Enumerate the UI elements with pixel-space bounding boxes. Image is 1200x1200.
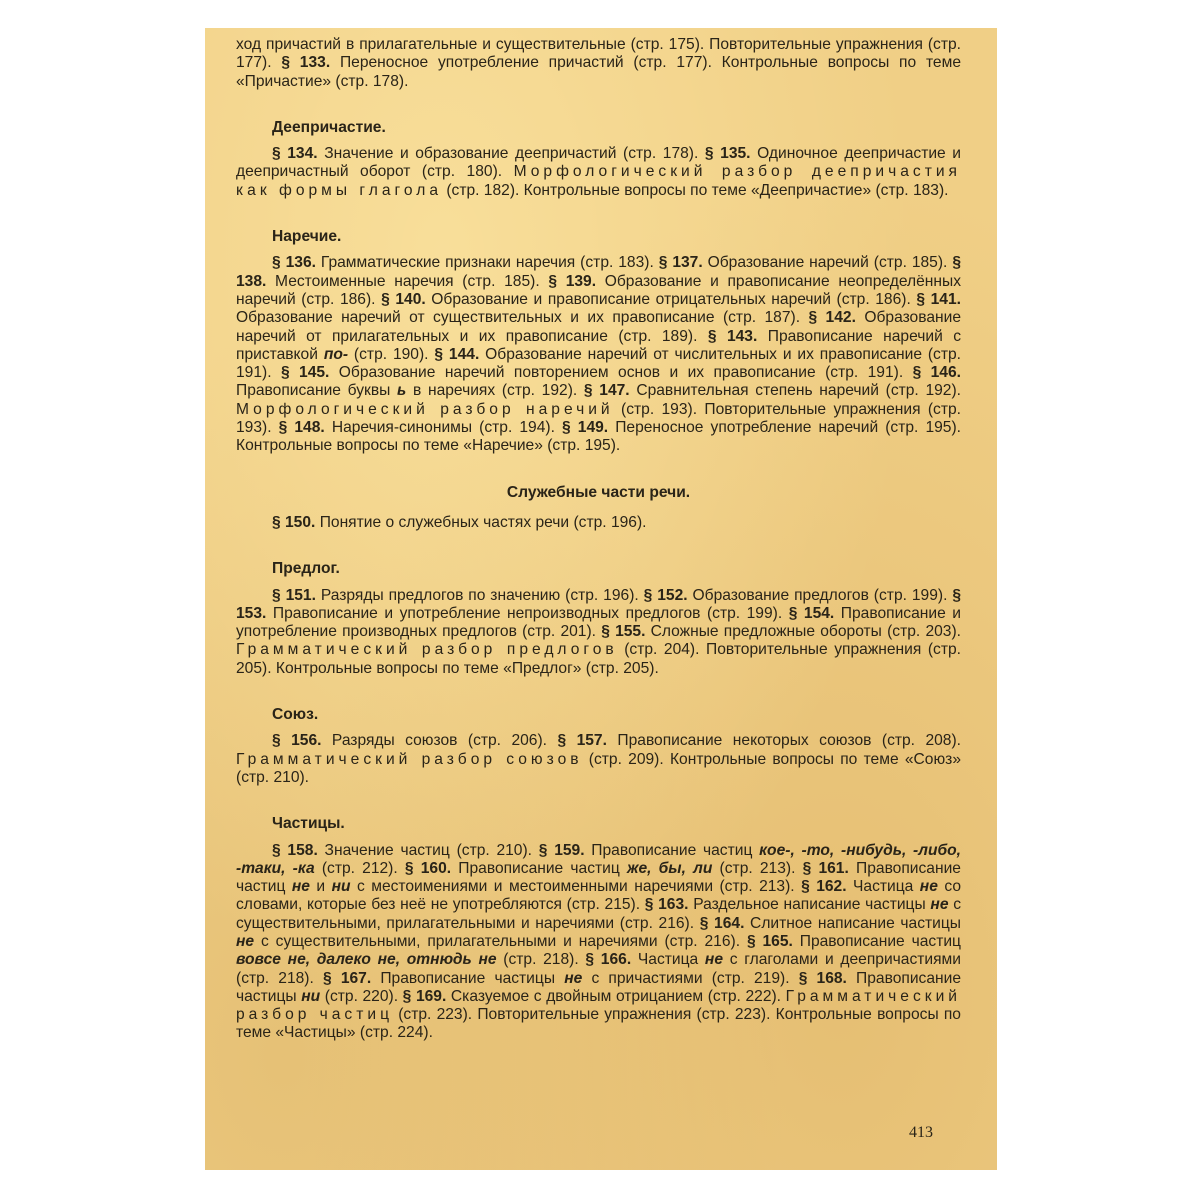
section-number: § 164.: [699, 914, 745, 932]
section-number: § 142.: [808, 309, 856, 327]
text-run: Правописание частиц: [451, 859, 627, 877]
spaced-emphasis: Морфологический разбор наречий: [236, 400, 614, 418]
heading-predlog: Предлог.: [272, 560, 340, 578]
text-run: Раздельное написание частицы: [688, 896, 931, 914]
section-number: § 145.: [280, 364, 330, 382]
text-run: Переносное употребление наречий (стр. 195). Контрольные вопросы по теме «Наречие» (стр. 195).: [236, 419, 961, 455]
text-run: с глаголами и деепричастиями (стр. 218).: [236, 951, 961, 987]
text-run: Грамматические признаки наречия (стр. 183).: [315, 254, 659, 272]
section-number: § 160.: [404, 859, 452, 877]
text-run: (стр. 223). Повторительные упражнения (стр. 223). Контрольные вопросы по теме «Частицы» (стр. 224).: [236, 1006, 961, 1042]
section-number: § 133.: [281, 54, 331, 72]
section-number: § 163.: [644, 896, 689, 914]
text-run: Правописание частиц: [236, 859, 961, 896]
text-run: Правописание наречий с приставкой: [236, 327, 961, 363]
text-run: Значение частиц (стр. 210).: [317, 841, 539, 859]
italic-example: не: [704, 951, 724, 969]
text-run: со словами, которые без неё не употребляются (стр. 215).: [236, 878, 961, 914]
section-number: § 167.: [323, 969, 372, 987]
text-run: с причастиями (стр. 219).: [582, 969, 799, 987]
text-run: Образование предлогов (стр. 199).: [687, 586, 953, 604]
book-page: [205, 28, 997, 1170]
page-text: [236, 36, 961, 1043]
section-number: § 159.: [538, 841, 585, 859]
text-run: (стр. 193). Повторительные упражнения (стр. 193).: [236, 400, 962, 437]
section-number: § 153.: [236, 586, 962, 622]
section-number: § 161.: [802, 859, 849, 877]
text-run: Образование наречий (стр. 185).: [702, 254, 953, 272]
italic-example: вовсе не, далеко не, отнюдь не: [236, 951, 497, 969]
section-number: § 150.: [272, 513, 316, 531]
section-number: § 140.: [381, 290, 426, 308]
text-run: Правописание частицы: [371, 969, 565, 987]
heading-narechie: Наречие.: [272, 228, 342, 246]
text-run: Образование и правописание отрицательных наречий (стр. 186).: [425, 290, 917, 308]
section-number: § 134.: [272, 145, 318, 163]
text-run: Значение и образование деепричастий (стр. 178).: [317, 145, 705, 163]
italic-example: не: [236, 932, 255, 950]
text-run: Правописание буквы: [236, 382, 398, 400]
text-run: Правописание и употребление производных предлогов (стр. 201).: [236, 604, 961, 641]
text-run: Сказуемое с двойным отрицанием (стр. 222).: [446, 987, 786, 1005]
heading-sluzhebnye: Служебные части речи.: [506, 483, 691, 501]
text-run: Частица: [846, 878, 920, 896]
italic-example: ни: [301, 987, 321, 1005]
section-number: § 135.: [704, 145, 751, 163]
italic-example: же, бы, ли: [626, 859, 713, 877]
text-run: Слитное написание частицы: [744, 914, 961, 932]
paragraph-predlog: [236, 587, 961, 678]
section-number: § 149.: [562, 419, 609, 437]
section-number: § 158.: [272, 841, 318, 859]
text-run: (стр. 212).: [314, 859, 405, 877]
text-run: Переносное употребление причастий (стр. 177). Контрольные вопросы по теме «Причастие» (стр. 178).: [236, 54, 961, 90]
section-number: § 139.: [548, 272, 597, 290]
text-run: (стр. 218).: [496, 951, 586, 969]
text-run: Правописание частиц: [584, 841, 760, 859]
section-number: § 148.: [278, 419, 325, 437]
heading-chastitsy: Частицы.: [272, 815, 345, 833]
text-run: (стр. 190).: [348, 345, 435, 363]
text-run: Образование наречий от числительных и их правописание (стр. 191).: [236, 345, 962, 382]
text-run: с местоимениями и местоименными наречиями (стр. 213).: [350, 878, 802, 896]
text-run: (стр. 182). Контрольные вопросы по теме «Деепричастие» (стр. 183).: [442, 181, 949, 199]
paragraph-narechie: [236, 254, 961, 455]
text-run: (стр. 209). Контрольные вопросы по теме «Союз» (стр. 210).: [236, 750, 961, 786]
section-number: § 138.: [236, 254, 961, 290]
text-run: Образование наречий от прилагательных и их правописание (стр. 189).: [236, 309, 961, 345]
heading-deeprichastie: Деепричастие.: [272, 118, 386, 136]
section-number: § 162.: [801, 878, 847, 896]
section-number: § 144.: [434, 345, 480, 363]
paragraph-sluzhebnye: [236, 514, 961, 532]
section-number: § 165.: [746, 932, 793, 950]
text-run: Наречия-синонимы (стр. 194).: [324, 419, 563, 437]
text-run: Правописание некоторых союзов (стр. 208).: [606, 732, 962, 750]
italic-example: по-: [323, 345, 349, 363]
spaced-emphasis: Грамматический разбор союзов: [236, 750, 583, 768]
section-number: § 154.: [788, 604, 835, 622]
text-run: Правописание частиц: [792, 932, 961, 950]
text-run: с существительными, прилагательными и наречиями (стр. 216).: [236, 896, 961, 932]
section-number: § 166.: [585, 951, 632, 969]
section-number: § 136.: [272, 254, 316, 272]
section-number: § 168.: [798, 969, 847, 987]
text-run: ход причастий в прилагательные и существительные (стр. 175). Повторительные упражнения (стр. 177).: [236, 36, 961, 72]
section-number: § 152.: [643, 586, 688, 604]
italic-example: кое-, -то, -нибудь, -либо, -таки, -ка: [236, 841, 961, 877]
section-number: § 143.: [707, 327, 758, 345]
section-number: § 156.: [272, 732, 322, 750]
paragraph-chastitsy: [236, 842, 961, 1043]
page-number: 413: [909, 1124, 933, 1141]
text-run: Частица: [631, 951, 705, 969]
text-run: Сложные предложные обороты (стр. 203).: [645, 623, 961, 641]
section-number: § 151.: [272, 586, 316, 604]
italic-example: ни: [331, 878, 351, 896]
text-run: (стр. 220).: [320, 987, 403, 1005]
paragraph-prichastie-end: [236, 36, 961, 91]
text-run: Разряды предлогов по значению (стр. 196).: [315, 586, 644, 604]
text-run: Правописание частицы: [236, 969, 961, 1005]
italic-example: не: [564, 969, 583, 987]
text-run: с существительными, прилагательными и наречиями (стр. 216).: [254, 932, 747, 950]
italic-example: не: [930, 896, 949, 914]
text-run: Образование наречий от существительных и их правописание (стр. 187).: [236, 309, 809, 327]
text-run: Образование наречий повторением основ и их правописание (стр. 191).: [329, 364, 913, 382]
section-number: § 157.: [557, 732, 607, 750]
text-run: (стр. 204). Повторительные упражнения (стр. 205). Контрольные вопросы по теме «Предлог» (стр. 205).: [236, 641, 961, 677]
text-run: Одиночное деепричастие и деепричастный оборот (стр. 180).: [236, 145, 962, 181]
italic-example: не: [919, 878, 938, 896]
text-run: Местоименные наречия (стр. 185).: [266, 272, 549, 290]
spaced-emphasis: Грамматический разбор предлогов: [236, 641, 618, 659]
section-number: § 147.: [583, 382, 630, 400]
italic-example: ь: [397, 382, 407, 400]
text-run: Сравнительная степень наречий (стр. 192).: [629, 382, 961, 400]
section-number: § 137.: [658, 254, 703, 272]
section-number: § 155.: [601, 623, 646, 641]
section-number: § 141.: [916, 290, 961, 308]
text-run: Правописание и употребление непроизводных предлогов (стр. 199).: [266, 604, 789, 622]
section-number: § 169.: [402, 987, 447, 1005]
spaced-emphasis: Грамматический разбор частиц: [236, 987, 961, 1024]
text-run: Разряды союзов (стр. 206).: [321, 732, 558, 750]
italic-example: не: [291, 878, 310, 896]
paragraph-soyuz: [236, 732, 961, 787]
text-run: и: [309, 878, 332, 896]
spaced-emphasis: Морфологический разбор деепричастия как формы глагола: [236, 163, 961, 199]
text-run: в наречиях (стр. 192).: [406, 382, 584, 400]
section-number: § 146.: [912, 364, 961, 382]
text-run: Понятие о служебных частях речи (стр. 196).: [315, 513, 647, 531]
text-run: (стр. 213).: [712, 859, 803, 877]
heading-soyuz: Союз.: [272, 706, 319, 724]
text-run: Образование и правописание неопределённых наречий (стр. 186).: [236, 272, 962, 308]
paragraph-deeprichastie: [236, 145, 961, 200]
